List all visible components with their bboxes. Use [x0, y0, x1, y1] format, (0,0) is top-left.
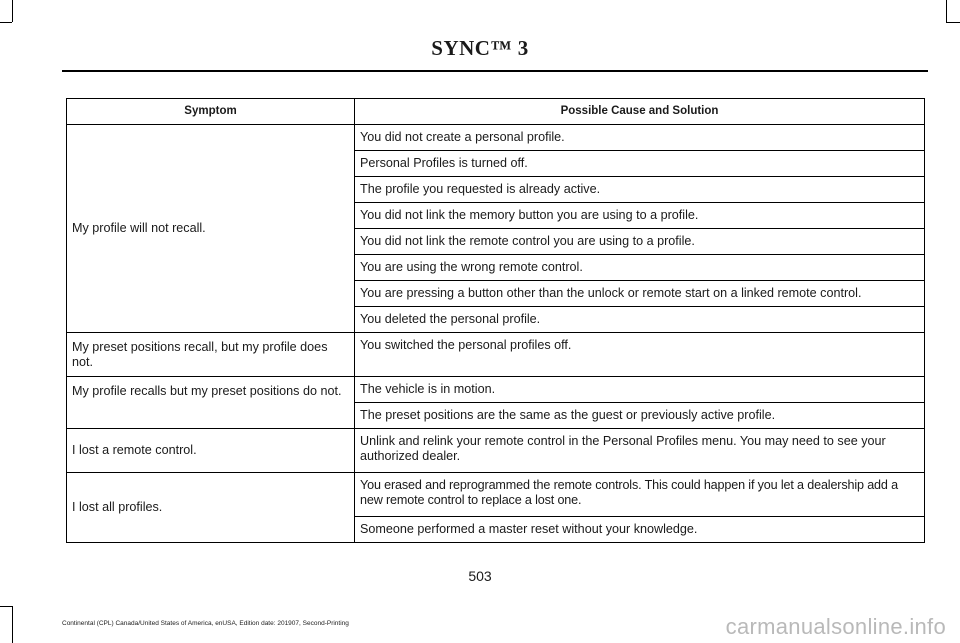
solution-cell: Unlink and relink your remote control in the Personal Profiles menu. You may need to see your authorized dealer. [355, 429, 925, 473]
crop-mark [12, 0, 13, 22]
solution-cell: The profile you requested is already active. [355, 177, 925, 203]
symptom-cell: My profile will not recall. [67, 125, 355, 333]
crop-mark [0, 22, 12, 23]
page-number: 503 [468, 568, 492, 584]
crop-mark [12, 606, 13, 643]
solution-cell: The vehicle is in motion. [355, 377, 925, 403]
solution-cell: The preset positions are the same as the guest or previously active profile. [355, 403, 925, 429]
crop-mark [0, 606, 12, 607]
symptom-cell: I lost a remote control. [67, 429, 355, 473]
table-header-row [67, 99, 925, 125]
column-header-symptom: Symptom [67, 99, 355, 125]
edition-footer: Continental (CPL) Canada/United States of America, enUSA, Edition date: 201907, Second-Printing [62, 620, 349, 627]
table-row [67, 473, 925, 517]
solution-cell: You deleted the personal profile. [355, 307, 925, 333]
watermark: carmanualsonline.info [725, 614, 946, 639]
table-row [67, 377, 925, 403]
column-header-solution: Possible Cause and Solution [355, 99, 925, 125]
solution-cell: You switched the personal profiles off. [355, 333, 925, 377]
crop-mark [946, 0, 947, 22]
solution-cell: Personal Profiles is turned off. [355, 151, 925, 177]
solution-cell: You are pressing a button other than the unlock or remote start on a linked remote control. [355, 281, 925, 307]
solution-cell: You did not link the remote control you are using to a profile. [355, 229, 925, 255]
solution-cell: Someone performed a master reset without your knowledge. [355, 517, 925, 543]
symptom-cell: I lost all profiles. [67, 473, 355, 543]
symptom-cell: My preset positions recall, but my profile does not. [67, 333, 355, 377]
page-title: SYNC™ 3 [431, 36, 529, 60]
table-row [67, 429, 925, 473]
solution-cell: You did not create a personal profile. [355, 125, 925, 151]
solution-cell: You erased and reprogrammed the remote controls. This could happen if you let a dealership add a new remote control to replace a lost one. [355, 473, 925, 517]
troubleshooting-table [66, 98, 925, 543]
title-rule [62, 70, 928, 72]
solution-cell: You did not link the memory button you are using to a profile. [355, 203, 925, 229]
table-row [67, 125, 925, 151]
table-row [67, 333, 925, 377]
solution-cell: You are using the wrong remote control. [355, 255, 925, 281]
symptom-cell: My profile recalls but my preset positions do not. [67, 377, 355, 429]
crop-mark [946, 22, 960, 23]
